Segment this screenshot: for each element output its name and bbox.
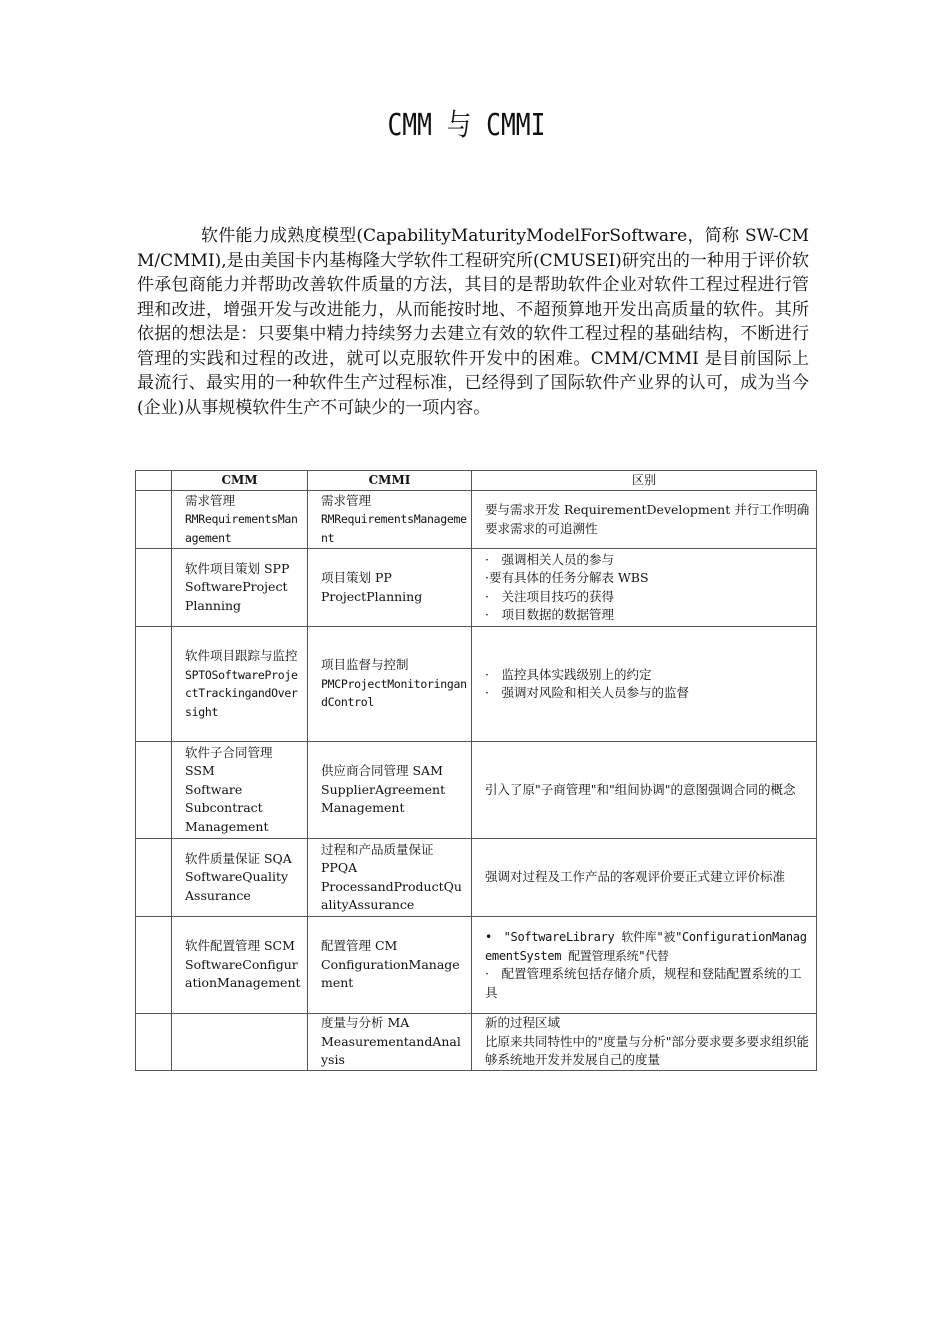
cmmi-abbr: PPQA [321,860,358,875]
cmm-name-en: Software [185,781,243,797]
cmmi-name-zh: 项目策划 PP [321,570,392,585]
table-row [136,917,817,1014]
cmmi-cell [308,491,472,549]
cmmi-name-en: RMRequirementsManagement [321,512,467,545]
table-row [136,491,817,549]
cmm-name-zh: 软件配置管理 SCM [185,938,295,954]
cmm-cell [172,549,308,627]
cmm-name-en: SoftwareProject [185,579,288,595]
cmmi-name-zh: 过程和产品质量保证 [321,841,434,857]
difference-bullet: • "SoftwareLibrary 软件库"被"ConfigurationManagementSystem 配置管理系统"代替 [485,930,807,963]
difference-text: 比原来共同特性中的"度量与分析"部分要求要多要求组织能够系统地开发并发展自己的度量 [485,1033,810,1068]
table-row [136,549,817,627]
difference-cell [472,742,817,839]
difference-bullet: · 项目数据的数据管理 [485,607,614,622]
row-index-cell [136,627,172,742]
cmm-name-en: Assurance [185,887,251,903]
cmm-cell [172,491,308,549]
difference-bullet: · 强调相关人员的参与 [485,551,614,567]
difference-bullet: ·要有具体的任务分解表 WBS [485,570,649,585]
row-index-cell [136,839,172,917]
difference-cell [472,491,817,549]
cmmi-name-zh: 配置管理 CM [321,938,398,954]
cmmi-cell [308,742,472,839]
cmm-cell [172,839,308,917]
cmm-name-zh: 软件项目跟踪与监控 [185,648,298,663]
header-difference: 区别 [472,471,817,491]
cmm-name-en: SoftwareQuality [185,869,289,885]
difference-text: 引入了原"子商管理"和"组间协调"的意图强调合同的概念 [485,781,796,797]
table-row [136,627,817,742]
cmm-cell [172,917,308,1014]
cmmi-cell [308,549,472,627]
document-title: CMM 与 CMMI [387,108,546,143]
cmm-abbr: SSM [185,763,215,779]
difference-text: 新的过程区域 [485,1015,561,1031]
difference-bullet: · 关注项目技巧的获得 [485,588,614,604]
cmmi-name-zh: 需求管理 [321,492,372,508]
difference-cell [472,627,817,742]
cmmi-name-zh: 供应商合同管理 SAM [321,763,443,779]
cmmi-name-en: MeasurementandAnalysis [321,1033,461,1068]
cmm-name-en: SPTOSoftwareProjectTrackingandOversight [185,667,298,719]
difference-bullet: · 强调对风险和相关人员参与的监督 [485,685,689,700]
difference-cell [472,549,817,627]
header-cmm: CMM [172,471,308,491]
cmm-name-zh: 软件项目策划 SPP [185,560,290,576]
cmmi-name-en: ProcessandProductQualityAssurance [321,878,462,912]
difference-cell [472,1014,817,1071]
table-row [136,839,817,917]
cmmi-cell [308,627,472,742]
cmm-name-en: RMRequirementsManagement [185,512,298,545]
row-index-cell [136,742,172,839]
cmm-name-en: Subcontract [185,800,263,816]
cmm-name-en: Management [185,818,269,834]
row-index-cell [136,491,172,549]
cmm-cell [172,1014,308,1071]
difference-bullet: · 配置管理系统包括存储介质，规程和登陆配置系统的工具 [485,966,802,1000]
cmmi-name-en: PMCProjectMonitoringandControl [321,676,467,710]
cmmi-cell [308,839,472,917]
cmm-cell [172,627,308,742]
cmmi-name-zh: 度量与分析 MA [321,1015,410,1031]
comparison-table [135,470,817,1071]
cmmi-cell [308,1014,472,1071]
cmmi-name-en: ConfigurationManagement [321,956,460,991]
difference-cell [472,917,817,1014]
header-index-cell [136,471,172,491]
difference-text: 强调对过程及工作产品的客观评价要正式建立评价标准 [485,869,786,885]
cmm-cell [172,742,308,839]
cmm-name-zh: 软件质量保证 SQA [185,850,292,866]
header-cmmi: CMMI [308,471,472,491]
cmm-name-en: Planning [185,597,242,613]
row-index-cell [136,549,172,627]
difference-bullet: · 监控具体实践级别上的约定 [485,666,652,682]
cmm-name-zh: 需求管理 [185,492,236,508]
difference-cell [472,839,817,917]
cmm-name-en: SoftwareConfigurationManagement [185,956,301,991]
table-header-row [136,471,817,491]
table-row [136,1014,817,1071]
row-index-cell [136,917,172,1014]
cmmi-name-en: Management [321,800,405,816]
cmmi-name-en: ProjectPlanning [321,588,423,604]
cmmi-name-en: SupplierAgreement [321,781,446,797]
cmmi-name-zh: 项目监督与控制 [321,657,409,673]
cmmi-cell [308,917,472,1014]
difference-text: 要与需求开发 RequirementDevelopment 并行工作明确要求需求的可追溯性 [485,502,810,536]
intro-paragraph: 软件能力成熟度模型(CapabilityMaturityModelForSoftware，简称 SW-CMM/CMMI),是由美国卡内基梅隆大学软件工程研究所(CMUSEI)研究出的一种用于评价软件承包商能力并帮助改善软件质量的方法，其目的是帮助软件企业对软件工程过程进行管理和改进，增强开发与改进能力，从而能按时地、不超预算地开发出高质量的软件。其所依据的想法是：只要集中精力持续努力去建立有效的软件工程过程的基础结构，不断进行管理的实践和过程的改进，就可以克服软件开发中的困难。CMM/CMMI 是目前国际上最流行、最实用的一种软件生产过程标准，已经得到了国际软件产业界的认可，成为当今(企业)从事规模软件生产不可缺少的一项内容。 [137,226,809,418]
row-index-cell [136,1014,172,1071]
cmm-name-zh: 软件子合同管理 [185,744,273,760]
table-row [136,742,817,839]
